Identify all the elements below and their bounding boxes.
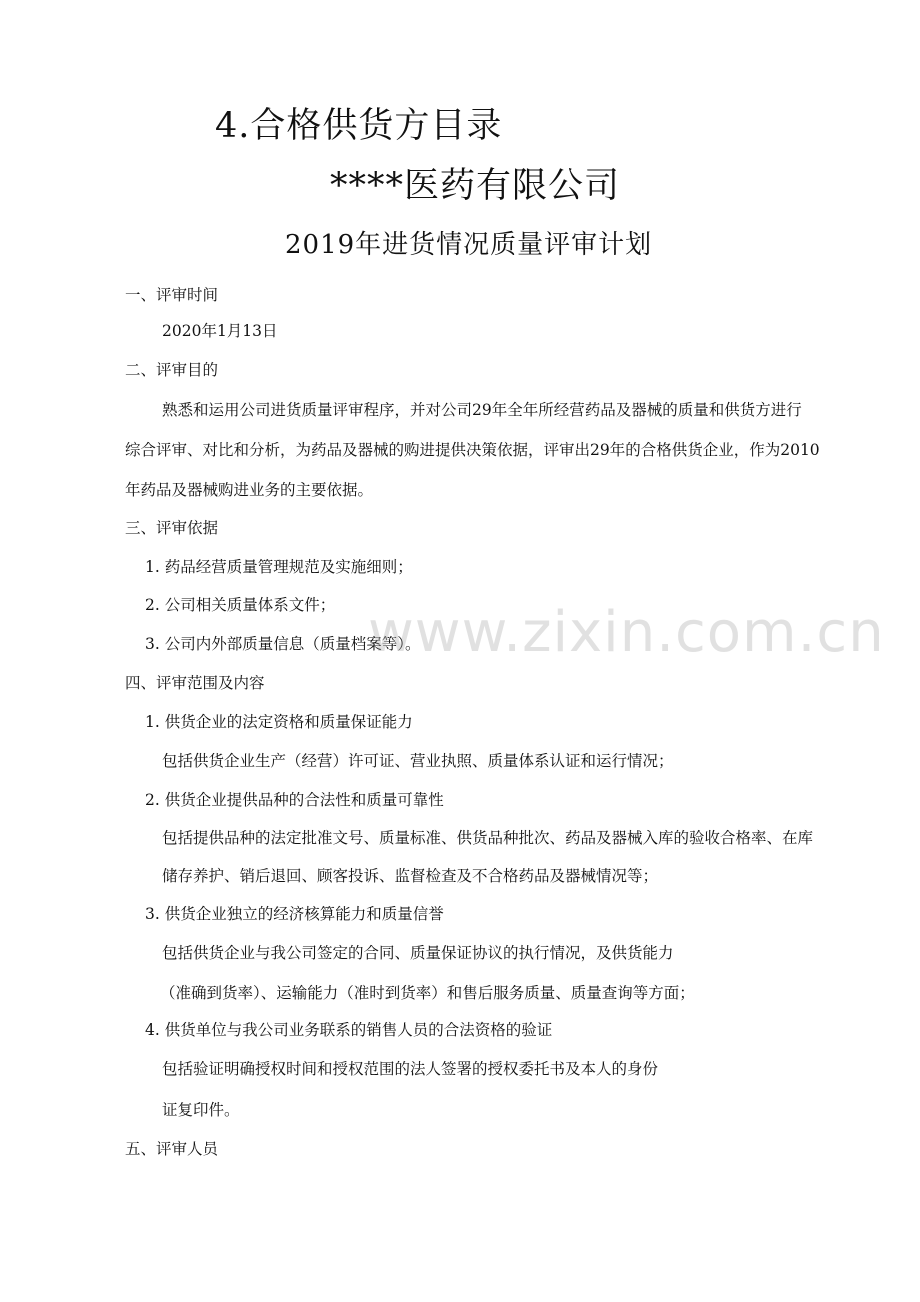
plan-title: 2019年进货情况质量评审计划 xyxy=(285,230,653,260)
section-3-title: 三、评审依据 xyxy=(125,519,219,537)
catalog-title: 4.合格供货方目录 xyxy=(215,106,503,146)
scope-item-heading: 4. 供货单位与我公司业务联系的销售人员的合法资格的验证 xyxy=(145,1021,553,1039)
purpose-line: 综合评审、对比和分析，为药品及器械的购进提供决策依据，评审出29年的合格供货企业，作为2010 xyxy=(125,441,820,459)
section-5-title: 五、评审人员 xyxy=(125,1140,219,1158)
section-4-title: 四、评审范围及内容 xyxy=(125,674,265,692)
purpose-line: 年药品及器械购进业务的主要依据。 xyxy=(125,481,374,499)
scope-item-heading: 2. 供货企业提供品种的合法性和质量可靠性 xyxy=(145,791,444,809)
watermark: www.zixin.com.cn xyxy=(368,600,885,665)
basis-item: 2. 公司相关质量体系文件； xyxy=(145,596,336,614)
section-1-title: 一、评审时间 xyxy=(125,286,219,304)
scope-item-line: 包括供货企业生产（经营）许可证、营业执照、质量体系认证和运行情况； xyxy=(162,752,674,770)
scope-item-line: （准确到货率）、运输能力（准时到货率）和售后服务质量、质量查询等方面； xyxy=(160,984,695,1002)
basis-item: 1. 药品经营质量管理规范及实施细则； xyxy=(145,558,413,576)
review-date: 2020年1月13日 xyxy=(162,322,278,340)
scope-item-heading: 1. 供货企业的法定资格和质量保证能力 xyxy=(145,713,413,731)
scope-item-heading: 3. 供货企业独立的经济核算能力和质量信誉 xyxy=(145,905,444,923)
scope-item-line: 证复印件。 xyxy=(162,1101,240,1119)
scope-item-line: 包括验证明确授权时间和授权范围的法人签署的授权委托书及本人的身份 xyxy=(162,1060,659,1078)
scope-item-line: 包括提供品种的法定批准文号、质量标准、供货品种批次、药品及器械入库的验收合格率、在库 xyxy=(162,829,814,847)
section-2-title: 二、评审目的 xyxy=(125,361,219,379)
purpose-line: 熟悉和运用公司进货质量评审程序，并对公司29年全年所经营药品及器械的质量和供货方进行 xyxy=(162,401,802,419)
company-name: ****医药有限公司 xyxy=(330,166,621,206)
scope-item-line: 储存养护、销后退回、顾客投诉、监督检查及不合格药品及器械情况等； xyxy=(162,867,659,885)
basis-item: 3. 公司内外部质量信息（质量档案等）。 xyxy=(145,635,421,653)
scope-item-line: 包括供货企业与我公司签定的合同、质量保证协议的执行情况，及供货能力 xyxy=(162,944,674,962)
